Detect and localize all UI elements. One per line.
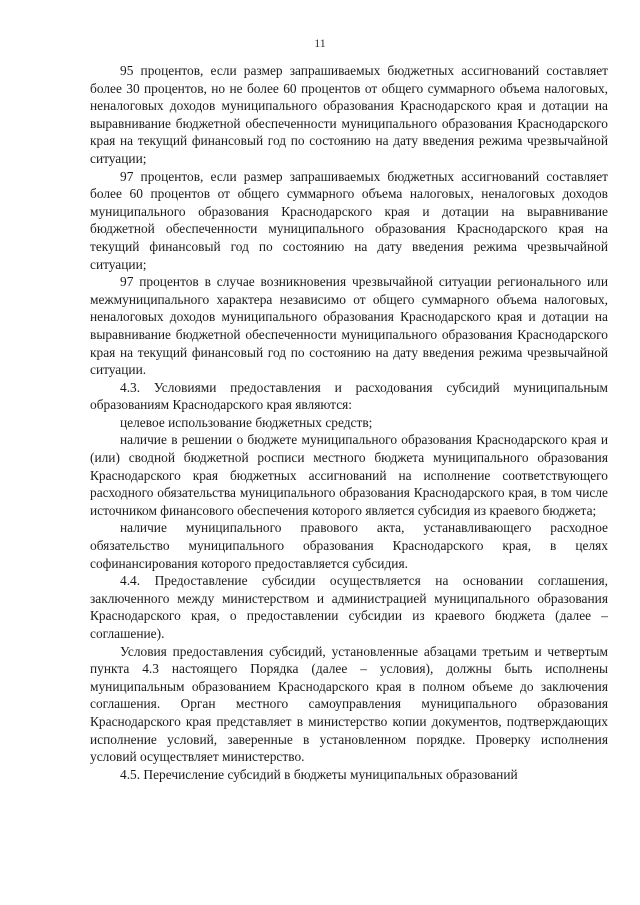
paragraph-conditions-fulfilment: Условия предоставления субсидий, установленные абзацами третьим и четвертым пункта 4.3 настоящего Порядка (далее – условия), должны быть исполнены муниципальным образованием Краснодарского края в полном объеме до заключения соглашения. Орган местного самоуправления муниципального образования Краснодарского края представляет в министерство копии документов, подтверждающих исполнение условий, заверенные в установленном порядке. Проверку исполнения условий осуществляет министерство. bbox=[90, 643, 608, 765]
paragraph-97-percent: 97 процентов, если размер запрашиваемых бюджетных ассигнований составляет более 60 процентов от общего суммарного объема налоговых, неналоговых доходов муниципального образования Краснодарского края и дотации на выравнивание бюджетной обеспеченности муниципального образования Краснодарского края на текущий финансовый год по состоянию на дату введения режима чрезвычайной ситуации; bbox=[90, 168, 608, 272]
paragraph-4-5-transfer: 4.5. Перечисление субсидий в бюджеты муниципальных образований bbox=[120, 766, 518, 782]
paragraph-95-percent: 95 процентов, если размер запрашиваемых бюджетных ассигнований составляет более 30 процентов, но не более 60 процентов от общего суммарного объема налоговых, неналоговых доходов муниципального образования Краснодарского края и дотации на выравнивание бюджетной обеспеченности муниципального образования Краснодарского края на текущий финансовый год по состоянию на дату введения режима чрезвычайной ситуации; bbox=[90, 63, 608, 166]
paragraph-targeted-use: целевое использование бюджетных средств; bbox=[120, 414, 373, 430]
document-body bbox=[90, 62, 608, 783]
page-number: 11 bbox=[314, 36, 326, 50]
paragraph-budget-allocations: наличие в решении о бюджете муниципального образования Краснодарского края и (или) сводной бюджетной росписи местного бюджета муниципального образования Краснодарского края бюджетных ассигнований на исполнение соответствующего расходного обязательства муниципального образования Краснодарского края, в том числе источником финансового обеспечения которого является субсидия из краевого бюджета; bbox=[90, 432, 608, 518]
paragraph-4-3-conditions: 4.3. Условиями предоставления и расходования субсидий муниципальным образованиям Краснодарского края являются: bbox=[90, 379, 608, 413]
paragraph-4-4-agreement: 4.4. Предоставление субсидии осуществляется на основании соглашения, заключенного между министерством и администрацией муниципального образования Краснодарского края, о предоставлении субсидии из краевого бюджета (далее – соглашение). bbox=[90, 573, 608, 641]
paragraph-97-percent-emergency: 97 процентов в случае возникновения чрезвычайной ситуации регионального или межмуниципального характера независимо от общего суммарного объема налоговых, неналоговых доходов муниципального образования Краснодарского края и дотации на выравнивание бюджетной обеспеченности муниципального образования Краснодарского края на текущий финансовый год по состоянию на дату введения режима чрезвычайной ситуации. bbox=[90, 274, 608, 378]
paragraph-municipal-legal-act: наличие муниципального правового акта, устанавливающего расходное обязательство муниципального образования Краснодарского края, в целях софинансирования которого предоставляется субсидия. bbox=[90, 520, 608, 571]
